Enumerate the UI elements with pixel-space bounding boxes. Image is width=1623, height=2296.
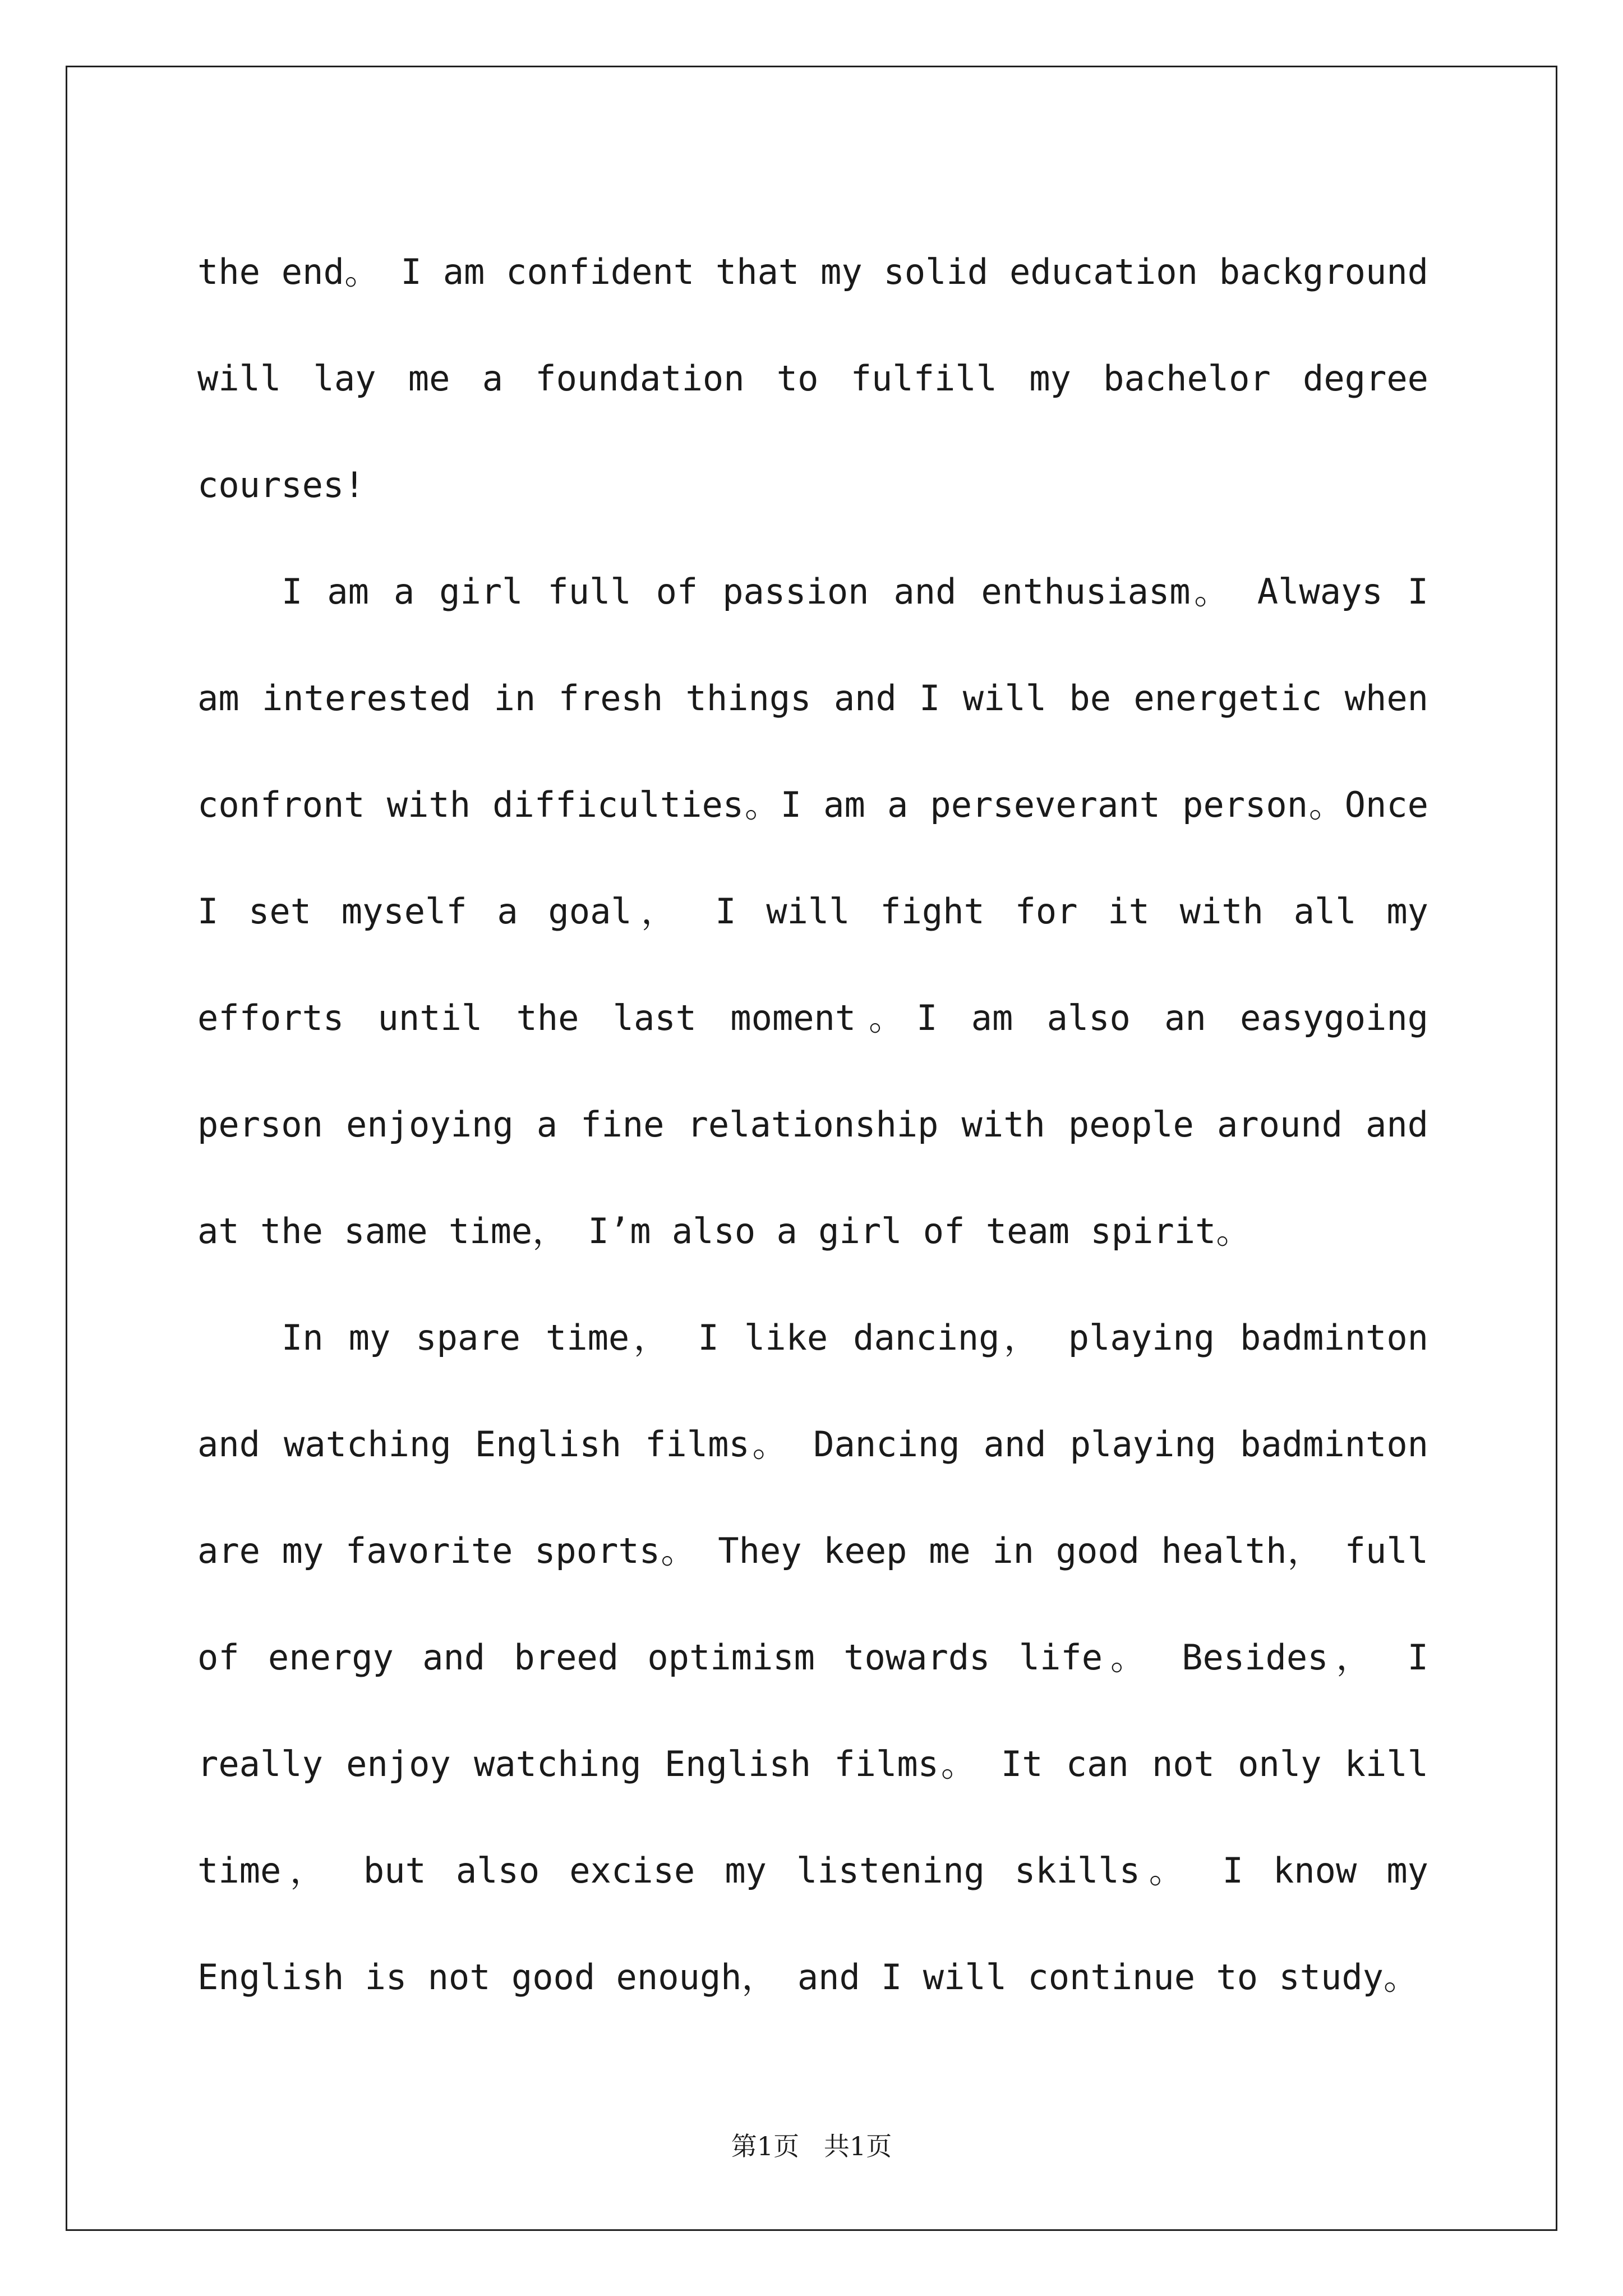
paragraph-3: In my spare time， I like dancing， playing badminton and watching English films。 Dancing and playing badminton are my favorite sports。 They keep me in good health， full of energy and breed optimism towards life。 Besides， I really enjoy watching English films。 It can not only kill time， but also excise my listening skills。 I know my English is not good enough， and I will continue to study。 <box>197 1317 1428 1998</box>
paragraph-1: the end。 I am confident that my solid education background will lay me a foundation to fulfill my bachelor degree courses! <box>197 251 1428 505</box>
paragraph-2: I am a girl full of passion and enthusiasm。 Always I am interested in fresh things and I will be energetic when confront with difficulties。I am a perseverant person。Once I set myself a goal， I will fight for it with all my efforts until the last moment。I am also an easygoing person enjoying a fine relationship with people around and at the same time， I’m also a girl of team spirit。 <box>197 571 1428 1251</box>
document-body <box>197 219 1428 2031</box>
page-number-footer: 第1页 共1页 <box>731 2131 892 2161</box>
